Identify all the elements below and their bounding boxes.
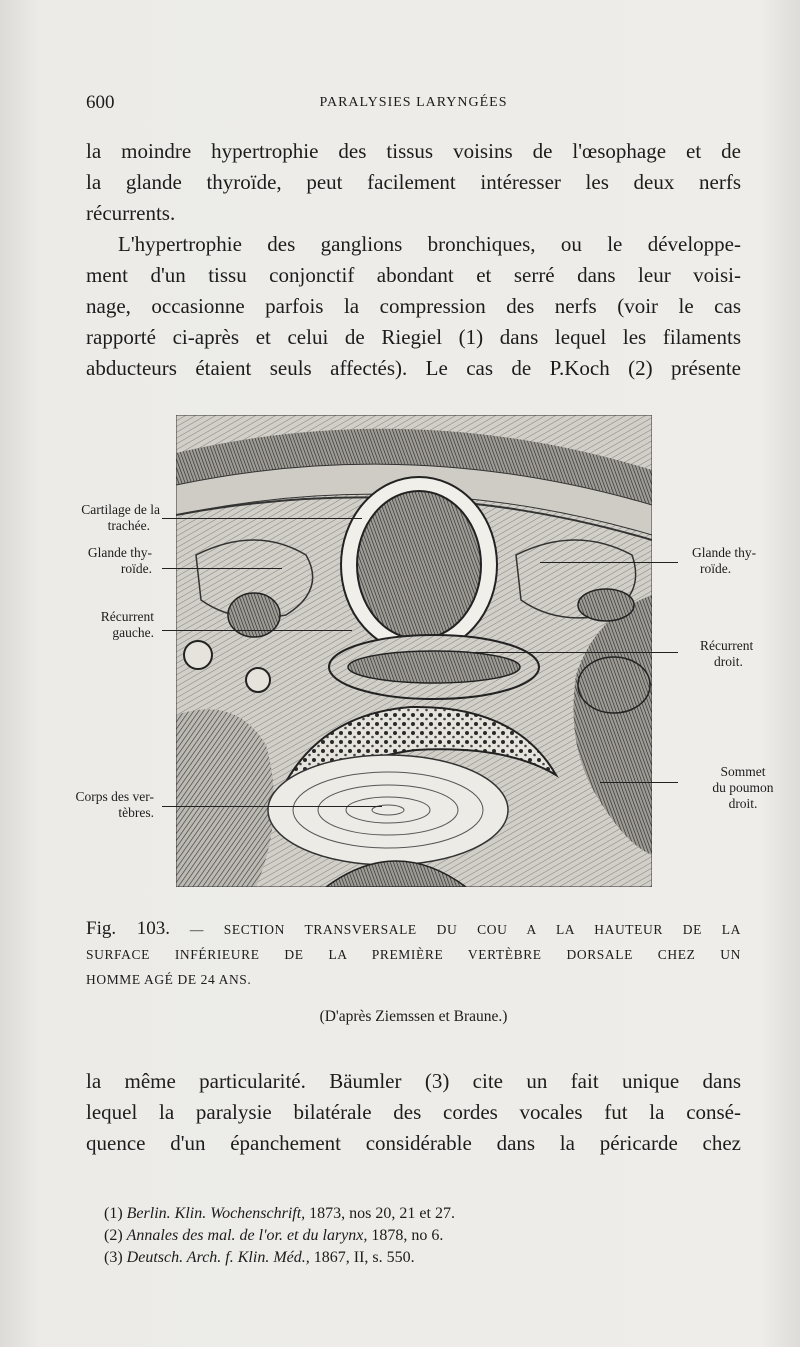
leader-line <box>162 630 352 631</box>
paragraph <box>86 229 741 384</box>
paragraph <box>86 1066 741 1159</box>
caption-line <box>86 916 741 942</box>
label-line: Récurrent <box>700 638 754 653</box>
text-line: rapporté ci-après et celui de Riegiel (1) dans lequel les filaments <box>86 325 741 349</box>
label-line: Récurrent <box>100 609 154 624</box>
label-line: Sommet <box>720 764 766 779</box>
leader-line <box>162 806 382 807</box>
page-number: 600 <box>86 92 115 113</box>
text-line: la glande thyroïde, peut facilement intéresser les deux nerfs <box>86 170 741 194</box>
label-line: roïde. <box>120 561 152 576</box>
footnote <box>104 1247 724 1269</box>
text-line: L'hypertrophie des ganglions bronchiques, ou le développe- <box>118 232 741 256</box>
footnote-rest: 1867, II, s. 550. <box>309 1249 415 1266</box>
leader-line <box>162 568 282 569</box>
text-line: ment d'un tissu conjonctif abondant et serré dans leur voisi- <box>86 263 741 287</box>
label-recurrent-gauche <box>30 609 154 641</box>
leader-line <box>600 782 678 783</box>
label-line: Cartilage de la <box>81 502 160 517</box>
label-line: trachée. <box>107 518 150 533</box>
footnote-title: Annales des mal. de l'or. et du larynx, <box>126 1227 368 1244</box>
label-glande-thyroide-left <box>30 545 152 577</box>
figure-number: Fig. 103. <box>86 918 170 939</box>
text-line: abducteurs étaient seuls affectés). Le cas de P.Koch (2) présente <box>86 356 741 380</box>
label-line: droit. <box>714 654 743 669</box>
leader-line <box>540 562 678 563</box>
footnote-title: Berlin. Klin. Wochenschrift, <box>126 1205 306 1222</box>
running-header <box>86 92 741 116</box>
label-line: Corps des ver- <box>75 789 154 804</box>
paragraph <box>86 136 741 229</box>
text-line: nage, occasionne parfois la compression des nerfs (voir le cas <box>86 294 741 318</box>
text-line: la même particularité. Bäumler (3) cite un fait unique dans <box>86 1069 741 1093</box>
label-glande-thyroide-right <box>692 545 798 577</box>
caption-dash: — <box>189 922 204 937</box>
footnote-rest: 1873, nos 20, 21 et 27. <box>305 1205 455 1222</box>
footnotes <box>104 1203 724 1269</box>
footnote <box>104 1225 724 1247</box>
caption-line: SURFACE INFÉRIEURE DE LA PREMIÈRE VERTÈBRE DORSALE CHEZ UN <box>86 947 741 962</box>
figure-caption <box>86 916 741 992</box>
footnote-number: (1) <box>104 1205 123 1222</box>
label-line: roïde. <box>700 561 732 576</box>
label-recurrent-droit <box>700 638 798 670</box>
caption-line: HOMME AGÉ DE 24 ANS. <box>86 972 252 987</box>
label-line: tèbres. <box>118 805 154 820</box>
label-sommet-poumon <box>688 764 798 812</box>
leader-line <box>162 518 362 519</box>
label-line: gauche. <box>112 625 154 640</box>
text-line: récurrents. <box>86 201 176 225</box>
caption-text: SECTION TRANSVERSALE DU COU A LA HAUTEUR DE LA <box>223 922 741 937</box>
footnote-rest: 1878, no 6. <box>367 1227 444 1244</box>
anatomical-illustration <box>176 415 652 887</box>
caption-source: (D'après Ziemssen et Braune.) <box>319 1008 508 1025</box>
footnote-number: (3) <box>104 1249 123 1266</box>
text-line: quence d'un épanchement considérable dans la péricarde chez <box>86 1131 741 1155</box>
text-line: lequel la paralysie bilatérale des cordes vocales fut la consé- <box>86 1100 741 1124</box>
label-cartilage-trachee <box>30 502 160 534</box>
footnote-title: Deutsch. Arch. f. Klin. Méd., <box>126 1249 310 1266</box>
label-line: Glande thy- <box>87 545 152 560</box>
body-text-top <box>86 136 741 384</box>
footnote-number: (2) <box>104 1227 123 1244</box>
footnote <box>104 1203 724 1225</box>
label-line: droit. <box>728 796 758 811</box>
label-line: du poumon <box>712 780 774 795</box>
label-line: Glande thy- <box>692 545 757 560</box>
text-line: la moindre hypertrophie des tissus voisins de l'œsophage et de <box>86 139 741 163</box>
label-corps-vertebres <box>30 789 154 821</box>
running-title: PARALYSIES LARYNGÉES <box>319 95 508 110</box>
leader-line <box>470 652 678 653</box>
body-text-bottom <box>86 1066 741 1159</box>
